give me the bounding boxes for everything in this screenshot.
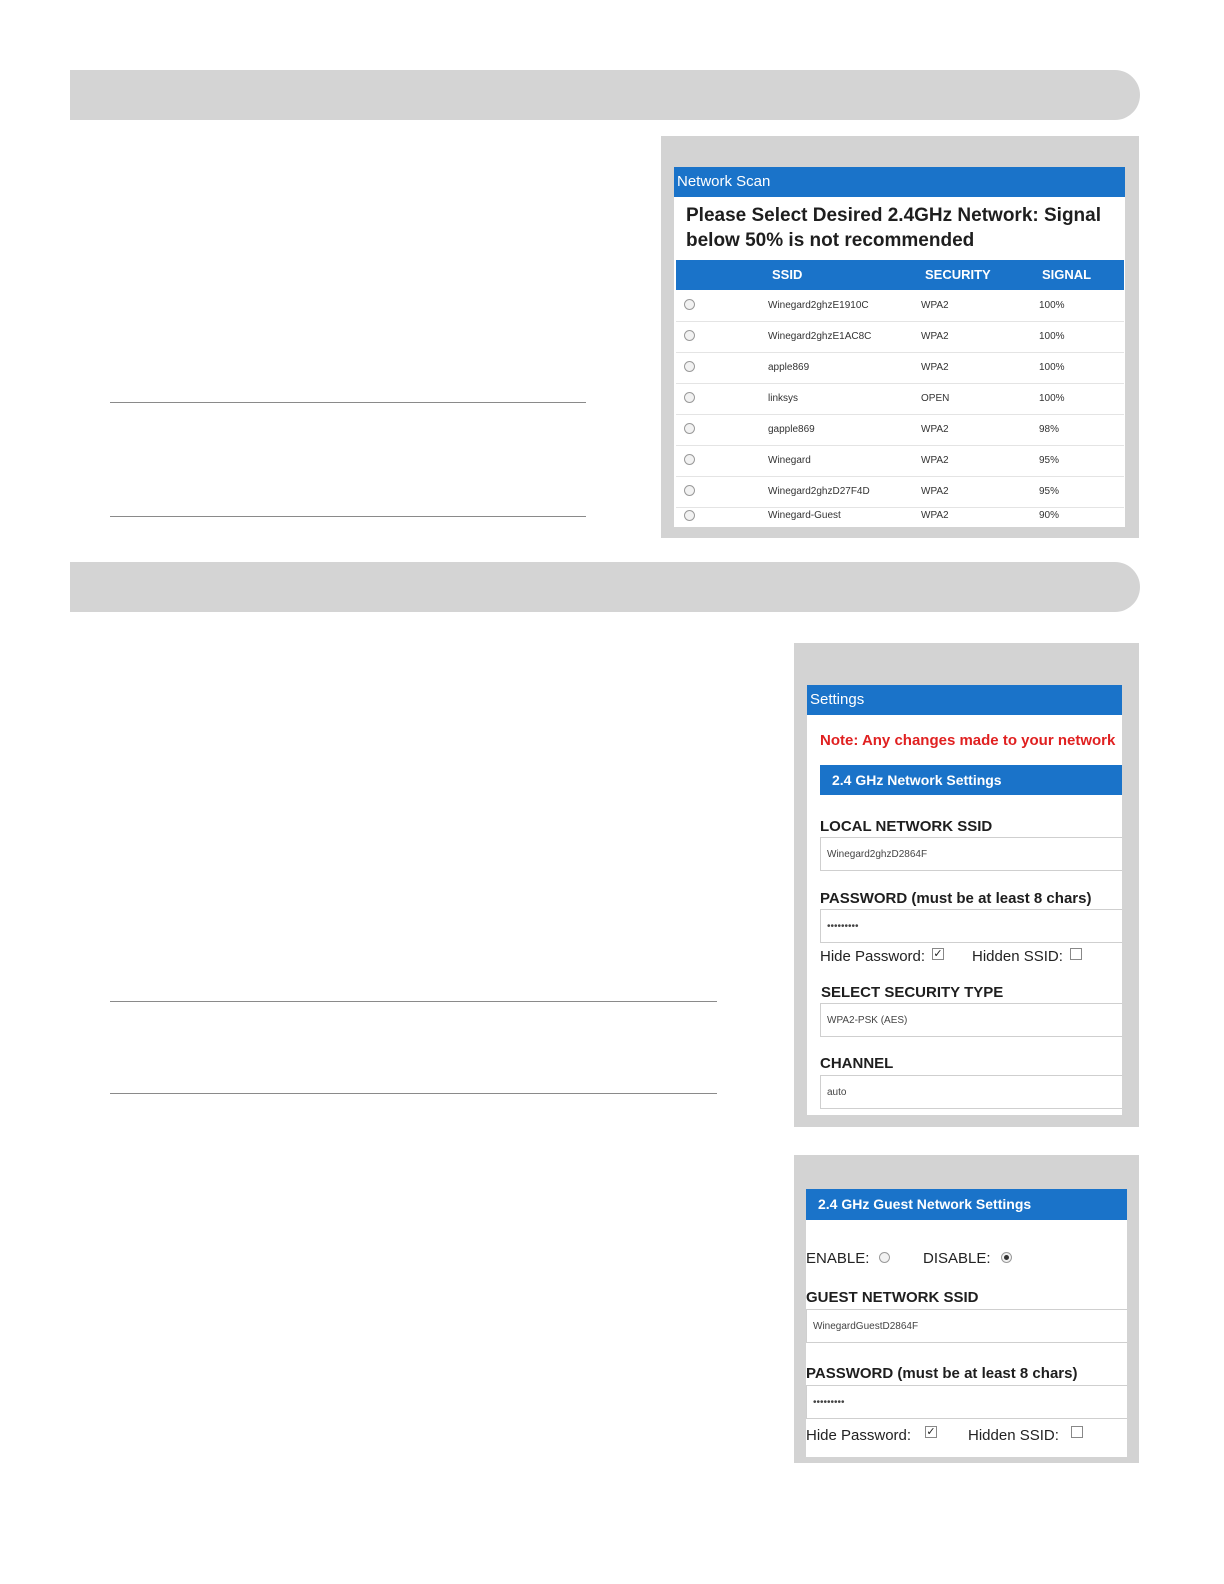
network-radio[interactable] bbox=[684, 485, 695, 496]
local-ssid-label: LOCAL NETWORK SSID bbox=[820, 818, 993, 835]
row-signal: 100% bbox=[1039, 331, 1065, 342]
table-row[interactable] bbox=[676, 507, 1124, 527]
local-ssid-input[interactable]: Winegard2ghzD2864F bbox=[820, 837, 1122, 871]
guest-settings-screenshot bbox=[794, 1155, 1139, 1463]
section-header-band-2 bbox=[70, 562, 1140, 612]
row-security: WPA2 bbox=[921, 331, 949, 342]
guest-password-input[interactable]: ••••••••• bbox=[806, 1385, 1127, 1419]
network-scan-panel bbox=[674, 167, 1125, 527]
settings-title: Settings bbox=[807, 685, 1122, 715]
password-label: PASSWORD (must be at least 8 chars) bbox=[820, 890, 1092, 907]
network-scan-heading: Please Select Desired 2.4GHz Network: Signal below 50% is not recommended bbox=[686, 205, 1102, 251]
section-header-band-1 bbox=[70, 70, 1140, 120]
table-row[interactable] bbox=[676, 476, 1124, 508]
guest-password-label: PASSWORD (must be at least 8 chars) bbox=[806, 1365, 1078, 1382]
row-ssid: Winegard-Guest bbox=[768, 510, 841, 521]
network-radio[interactable] bbox=[684, 299, 695, 310]
network-radio[interactable] bbox=[684, 330, 695, 341]
settings-screenshot bbox=[794, 643, 1139, 1127]
network-table-header bbox=[676, 260, 1124, 290]
row-signal: 100% bbox=[1039, 393, 1065, 404]
column-header-ssid: SSID bbox=[772, 267, 803, 282]
column-header-security: SECURITY bbox=[925, 267, 991, 282]
row-security: WPA2 bbox=[921, 510, 949, 521]
table-row[interactable] bbox=[676, 414, 1124, 446]
channel-select[interactable]: auto bbox=[820, 1075, 1122, 1109]
row-ssid: apple869 bbox=[768, 362, 810, 373]
hide-password-label: Hide Password: bbox=[820, 948, 926, 965]
password-input[interactable]: ••••••••• bbox=[820, 909, 1122, 943]
channel-label: CHANNEL bbox=[820, 1055, 894, 1072]
network-scan-screenshot bbox=[661, 136, 1139, 538]
row-ssid: gapple869 bbox=[768, 424, 815, 435]
network-radio[interactable] bbox=[684, 423, 695, 434]
row-ssid: Winegard2ghzD27F4D bbox=[768, 486, 870, 497]
guest-hidden-ssid-checkbox[interactable] bbox=[1071, 1426, 1083, 1438]
network-radio[interactable] bbox=[684, 510, 695, 521]
row-ssid: Winegard2ghzE1910C bbox=[768, 300, 869, 311]
table-row[interactable] bbox=[676, 445, 1124, 477]
settings-note: Note: Any changes made to your network bbox=[820, 732, 1116, 749]
enable-radio[interactable] bbox=[879, 1252, 890, 1263]
divider-line bbox=[110, 402, 586, 403]
row-security: WPA2 bbox=[921, 455, 949, 466]
row-signal: 95% bbox=[1039, 486, 1060, 497]
guest-settings-panel bbox=[806, 1189, 1127, 1457]
security-type-select[interactable]: WPA2-PSK (AES) bbox=[820, 1003, 1122, 1037]
network-radio[interactable] bbox=[684, 454, 695, 465]
column-header-signal: SIGNAL bbox=[1042, 267, 1092, 282]
row-security: WPA2 bbox=[921, 300, 949, 311]
row-security: WPA2 bbox=[921, 486, 949, 497]
settings-panel bbox=[807, 685, 1122, 1115]
hidden-ssid-label: Hidden SSID: bbox=[972, 948, 1063, 965]
disable-label: DISABLE: bbox=[923, 1250, 991, 1267]
row-signal: 98% bbox=[1039, 424, 1060, 435]
table-row[interactable] bbox=[676, 352, 1124, 384]
row-signal: 90% bbox=[1039, 510, 1060, 521]
row-signal: 100% bbox=[1039, 362, 1065, 373]
row-ssid: linksys bbox=[768, 393, 799, 404]
guest-hidden-ssid-label: Hidden SSID: bbox=[968, 1427, 1059, 1444]
network-settings-header: 2.4 GHz Network Settings bbox=[820, 765, 1122, 795]
guest-ssid-label: GUEST NETWORK SSID bbox=[806, 1289, 979, 1306]
row-security: WPA2 bbox=[921, 362, 949, 373]
row-security: WPA2 bbox=[921, 424, 949, 435]
disable-radio[interactable] bbox=[1001, 1252, 1012, 1263]
row-signal: 95% bbox=[1039, 455, 1060, 466]
enable-label: ENABLE: bbox=[806, 1250, 870, 1267]
row-ssid: Winegard2ghzE1AC8C bbox=[768, 331, 872, 342]
divider-line bbox=[110, 516, 586, 517]
divider-line bbox=[110, 1093, 717, 1094]
guest-hide-password-checkbox[interactable]: ✓ bbox=[926, 1426, 936, 1438]
network-scan-title: Network Scan bbox=[674, 167, 1125, 197]
row-signal: 100% bbox=[1039, 300, 1065, 311]
guest-ssid-input[interactable]: WinegardGuestD2864F bbox=[806, 1309, 1127, 1343]
table-row[interactable] bbox=[676, 383, 1124, 415]
row-security: OPEN bbox=[921, 393, 950, 404]
table-row[interactable] bbox=[676, 321, 1124, 353]
table-row[interactable] bbox=[676, 290, 1124, 322]
network-radio[interactable] bbox=[684, 361, 695, 372]
guest-settings-header: 2.4 GHz Guest Network Settings bbox=[806, 1189, 1127, 1220]
guest-hide-password-label: Hide Password: bbox=[806, 1427, 912, 1444]
security-type-label: SELECT SECURITY TYPE bbox=[821, 984, 1004, 1001]
hidden-ssid-checkbox[interactable] bbox=[1070, 948, 1082, 960]
divider-line bbox=[110, 1001, 717, 1002]
hide-password-checkbox[interactable]: ✓ bbox=[933, 948, 943, 960]
network-radio[interactable] bbox=[684, 392, 695, 403]
row-ssid: Winegard bbox=[768, 455, 811, 466]
